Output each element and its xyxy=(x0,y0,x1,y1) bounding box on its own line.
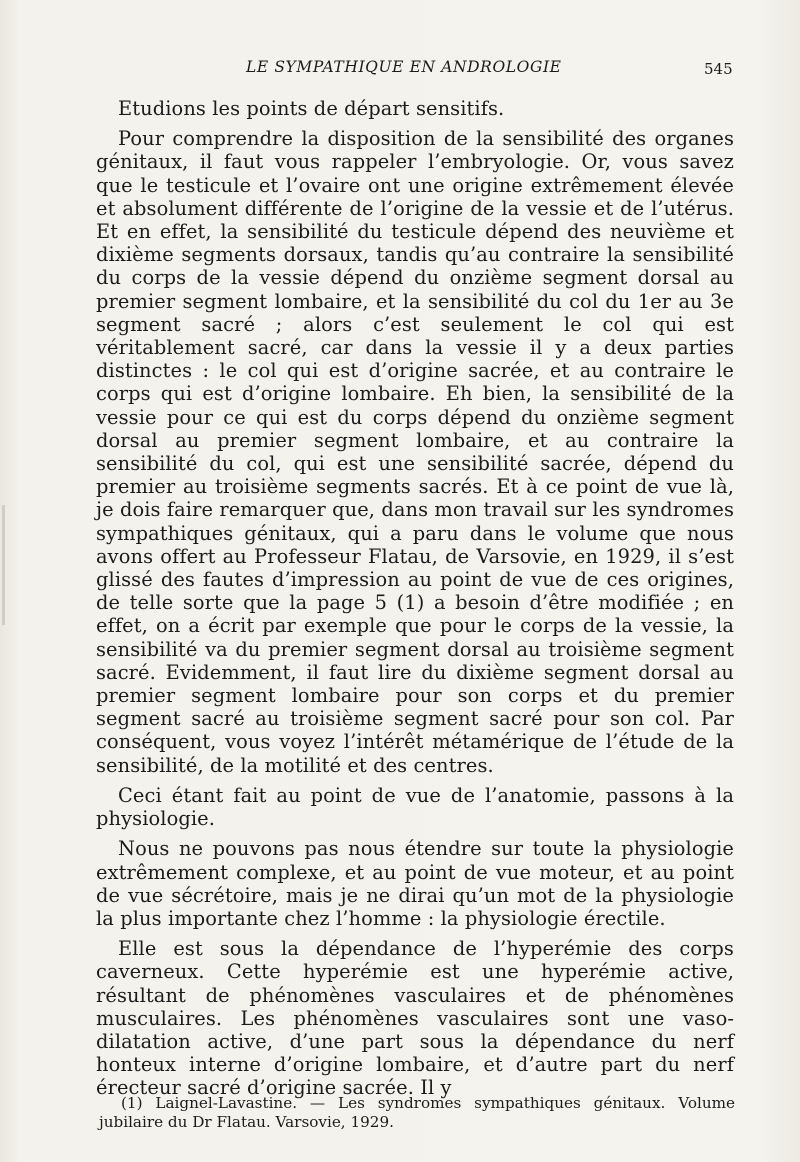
margin-shadow xyxy=(2,505,5,625)
footnote: (1) Laignel-Lavastine. — Les syndromes sympathiques génitaux. Volume jubilaire du Dr Flatau. Varsovie, 1929. xyxy=(99,1094,735,1131)
paragraph: Pour comprendre la disposition de la sensibilité des organes génitaux, il faut vous rappeler l’embryologie. Or, vous savez que le testicule et l’ovaire ont une origine extrêmement élevée et absolument différente de l’origine de la vessie et de l’utérus. Et en effet, la sensibilité du testicule dépend des neuvième et dixième segments dorsaux, tandis qu’au contraire la sensibilité du corps de la vessie dépend du onzième segment dorsal au premier segment lombaire, et la sensibilité du col du 1er au 3e segment sacré ; alors c’est seulement le col qui est véritablement sacré, car dans la vessie il y a deux parties distinctes : le col qui est d’origine sacrée, et au contraire le corps qui est d’origine lombaire. Eh bien, la sensibilité de la vessie pour ce qui est du corps dépend du onzième segment dorsal au premier segment lombaire, et au contraire la sensibilité du col, qui est une sensibilité sacrée, dépend du premier au troisième segments sacrés. Et à ce point de vue là, je dois faire remarquer que, dans mon travail sur les syndromes sympathiques génitaux, qui a paru dans le volume que nous avons offert au Professeur Flatau, de Varsovie, en 1929, il s’est glissé des fautes d’impression au point de vue de ces origines, de telle sorte que la page 5 (1) a besoin d’être modifiée ; en effet, on a écrit par exemple que pour le corps de la vessie, la sensibilité va du premier segment dorsal au troisième segment sacré. Evidemment, il faut lire du dixième segment dorsal au premier segment lombaire pour son corps et du premier segment sacré au troisième segment sacré pour son col. Par conséquent, vous voyez l’intérêt métamérique de l’étude de la sensibilité, de la motilité et des centres. xyxy=(96,127,734,777)
running-title: LE SYMPATHIQUE EN ANDROLOGIE xyxy=(246,58,562,76)
paragraph: Elle est sous la dépendance de l’hyperémie des corps caverneux. Cette hyperémie est une hyperémie active, résultant de phénomènes vasculaires et de phénomènes musculaires. Les phénomènes vasculaires sont une vaso-dilatation active, d’une part sous la dépendance du nerf honteux interne d’origine lombaire, et d’autre part du nerf érecteur sacré d’origine sacrée. Il y xyxy=(96,937,734,1100)
paragraph: Ceci étant fait au point de vue de l’anatomie, passons à la physiologie. xyxy=(96,783,734,831)
page-number: 545 xyxy=(704,60,733,78)
body-text xyxy=(96,97,734,1107)
paragraph: Etudions les points de départ sensitifs. xyxy=(118,97,505,120)
page-header xyxy=(0,58,800,82)
paragraph: Nous ne pouvons pas nous étendre sur toute la physiologie extrêmement complexe, et au point de vue moteur, et au point de vue sécrétoire, mais je ne dirai qu’un mot de la physiologie la plus importante chez l’homme : la physiologie érectile. xyxy=(96,837,734,930)
